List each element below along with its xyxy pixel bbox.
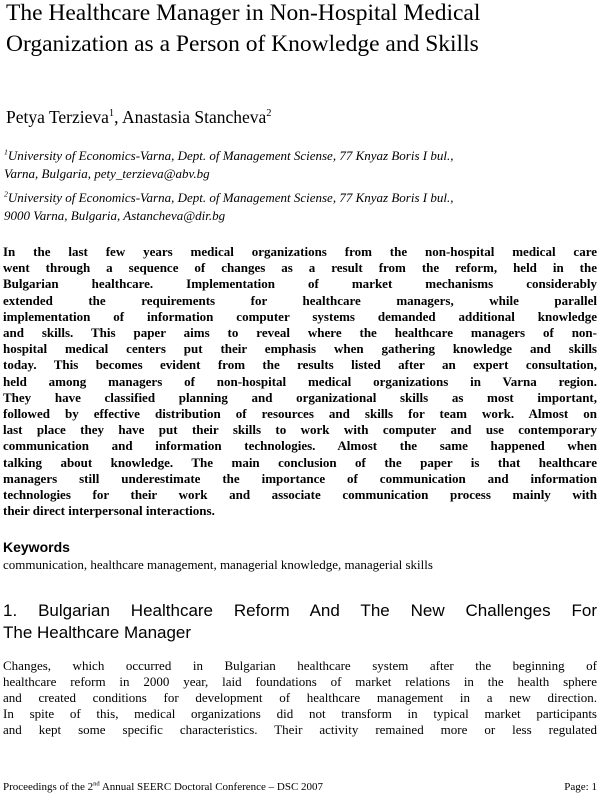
abstract-line: followed by effective distribution of resources and skills for team work. Almost on — [3, 406, 597, 422]
abstract-line: held among managers of non-hospital medical organizations in Varna region. — [3, 373, 597, 389]
body-line: and kept some specific characteristics. Their activity remained more or less regulated — [3, 722, 597, 737]
abstract-line: their direct interpersonal interactions. — [3, 503, 215, 519]
affiliation-2 — [4, 189, 596, 224]
author-2: Anastasia Stancheva — [121, 107, 267, 127]
abstract-line: managers still underestimate the importance of communication and information — [3, 470, 597, 486]
body-paragraph — [3, 658, 597, 738]
paper-title: The Healthcare Manager in Non-Hospital Medical Organization as a Person of Knowledge and Skills — [6, 0, 481, 57]
affiliation-2-mark: 2 — [4, 189, 8, 199]
abstract-line: In the last few years medical organizations from the non-hospital medical care — [3, 244, 597, 259]
abstract-line: implementation of information computer systems demanded additional knowledge — [3, 308, 597, 324]
page-footer — [3, 781, 597, 793]
body-line: and created conditions for development of healthcare management in a new direction. — [3, 690, 597, 705]
abstract-line: hospital medical centers put their emphasis when gathering knowledge and skills — [3, 341, 597, 357]
author-separator: , — [114, 107, 122, 127]
section-heading-line-1: 1. Bulgarian Healthcare Reform And The New Challenges For — [3, 601, 597, 620]
affiliation-1-line-1: $^1$University of Economics-Varna, Dept. of Management Sciense, 77 Knyaz Boris I bul., — [4, 147, 454, 163]
abstract-line: went through a sequence of changes as a result from the reform, held in the — [3, 260, 597, 276]
section-heading — [3, 600, 597, 644]
affiliation-1-line-2: Varna, Bulgaria, pety_terzieva@abv.bg — [4, 165, 210, 181]
abstract — [3, 244, 597, 519]
author-2-affiliation-mark: 2 — [266, 108, 272, 120]
abstract-line: communication and information technologies. Almost the same happened when — [3, 438, 597, 454]
abstract-line: Bulgarian healthcare. Implementation of market mechanisms considerably — [3, 276, 597, 292]
abstract-line: technologies for their work and associate communication process mainly with — [3, 487, 597, 503]
authors — [6, 106, 272, 128]
affiliation-2-line-2: 9000 Varna, Bulgaria, Astancheva@dir.bg — [4, 207, 226, 223]
affiliation-2-line-1: $^2$University of Economics-Varna, Dept. of Management Sciense, 77 Knyaz Boris I bul., — [4, 189, 454, 205]
keywords-text: communication, healthcare management, managerial knowledge, managerial skills — [3, 557, 433, 572]
keywords-heading: Keywords — [3, 539, 70, 555]
footer-page-number: Page: 1 — [564, 781, 597, 793]
abstract-line: and skills. This paper aims to reveal where the healthcare managers of non- — [3, 325, 597, 341]
body-line: healthcare reform in 2000 year, laid foundations of market relations in the health sphere — [3, 674, 597, 689]
abstract-line: today. This becomes evident from the results listed after an expert consultation, — [3, 357, 597, 373]
body-line: Changes, which occurred in Bulgarian healthcare system after the beginning of — [3, 658, 597, 673]
abstract-line: extended the requirements for healthcare managers, while parallel — [3, 292, 597, 308]
author-1-affiliation-mark: 1 — [108, 108, 115, 120]
section-heading-line-2: The Healthcare Manager — [3, 623, 192, 642]
abstract-line: They have classified planning and organizational skills as most important, — [3, 389, 597, 405]
affiliation-1-mark: 1 — [4, 147, 8, 157]
footer-proceedings: Proceedings of the 2nd Annual SEERC Doctoral Conference – DSC 2007 — [3, 780, 324, 793]
affiliation-1 — [4, 147, 596, 182]
body-line: In spite of this, medical organizations did not transform in typical market participants — [3, 706, 597, 721]
abstract-line: last place they have put their skills to work with computer and use contemporary — [3, 422, 597, 438]
abstract-line: talking about knowledge. The main conclusion of the paper is that healthcare — [3, 454, 597, 470]
author-1: Petya Terzieva — [6, 107, 109, 127]
